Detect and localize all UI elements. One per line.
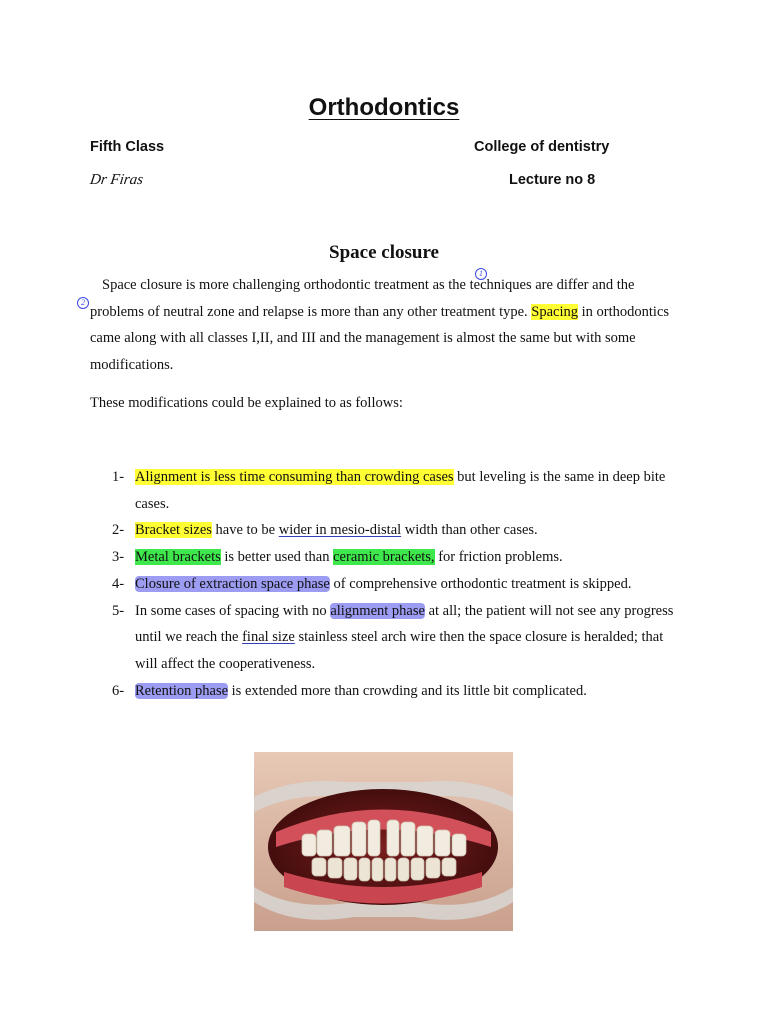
teeth-photo (254, 752, 513, 931)
college-label: College of dentistry (474, 139, 610, 155)
underlined-text: wider in mesio-distal (278, 522, 402, 539)
lead-sentence: These modifications could be explained to as follows: (90, 395, 403, 411)
highlight-text: Retention phase (135, 682, 229, 699)
item-number: 2- (112, 522, 125, 539)
document-title: Orthodontics (308, 94, 460, 121)
author-signature: Dr Firas (88, 172, 145, 188)
item-number: 6- (112, 682, 125, 699)
item-number: 4- (112, 575, 125, 592)
item-text: have to be (211, 522, 279, 539)
highlight-spacing: Spacing (531, 303, 579, 320)
class-label: Fifth Class (90, 139, 165, 155)
lecture-number: Lecture no 8 (509, 172, 596, 188)
underlined-text: final size (242, 629, 295, 646)
item-text: In some cases of spacing with no (135, 602, 331, 619)
annotation-marker-2: 2 (77, 297, 89, 309)
modifications-list (90, 464, 680, 704)
item-number: 1- (112, 469, 125, 485)
item-number: 3- (112, 549, 125, 566)
highlight-text: Bracket sizes (135, 522, 212, 539)
item-text: but leveling is the same in deep bite cases. (135, 469, 666, 512)
list-item (90, 464, 680, 517)
highlight-text: Closure of extraction space phase (135, 575, 330, 592)
list-item (90, 544, 680, 571)
highlight-text: ceramic brackets, (333, 549, 435, 566)
item-text: of comprehensive orthodontic treatment is skipped. (329, 575, 632, 592)
list-item (90, 678, 680, 705)
list-item (90, 598, 680, 678)
item-text: is extended more than crowding and its little bit complicated. (228, 682, 587, 699)
list-item (90, 517, 680, 544)
list-item (90, 571, 680, 598)
highlight-text: Alignment is less time consuming than crowding cases (135, 469, 454, 485)
item-number: 5- (112, 602, 125, 619)
item-text: is better used than (220, 549, 334, 566)
intro-text: Space closure is more challenging orthodontic treatment as the techniques are differ and the problems of neutral zone and relapse is more than any other treatment type. (90, 277, 635, 320)
item-text: stainless steel arch wire then the space closure is heralded; that will affect the cooperativeness. (135, 629, 664, 672)
intro-paragraph (90, 272, 680, 379)
highlight-text: alignment phase (330, 602, 425, 619)
item-text: width than other cases. (401, 522, 538, 539)
item-text: at all; the patient will not see any progress until we reach the (135, 602, 674, 646)
section-title: Space closure (329, 242, 439, 263)
intro-text-rest: in orthodontics came along with all classes I,II, and III and the management is almost the same but with some modifications. (90, 303, 670, 374)
highlight-text: Metal brackets (135, 549, 221, 566)
item-text: for friction problems. (434, 549, 563, 566)
annotation-marker-1: 1 (475, 268, 487, 280)
